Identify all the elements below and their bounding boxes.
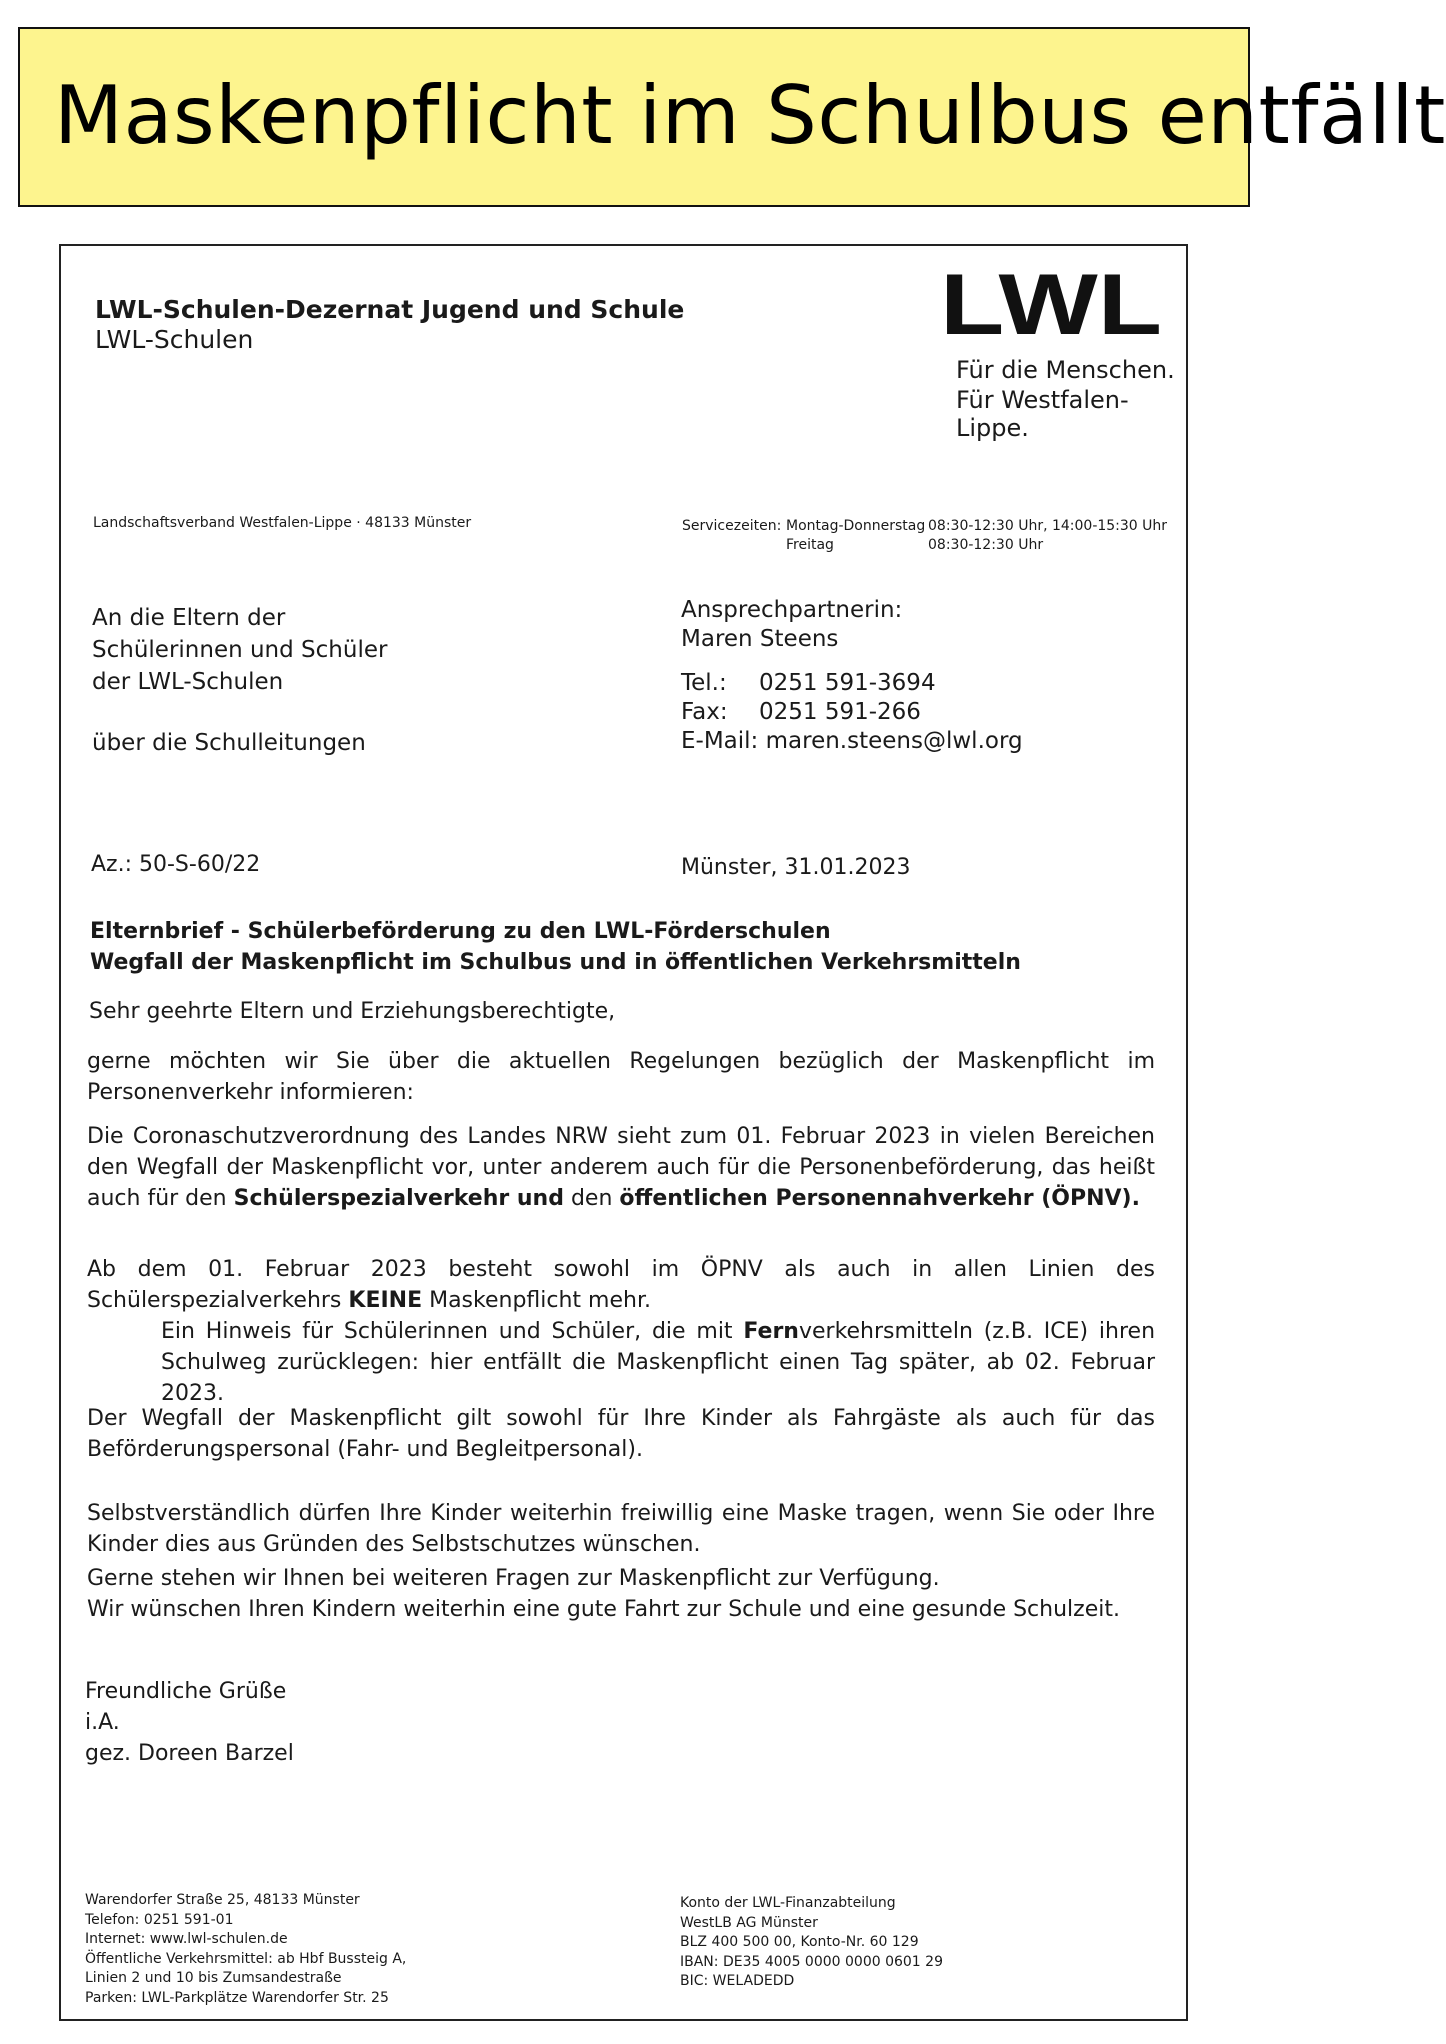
logo-mark-text: LWL [940,257,1162,353]
footer-line: WestLB AG Münster [680,1914,818,1931]
return-address: Landschaftsverband Westfalen-Lippe · 48133 Münster [93,515,472,531]
contact-block [681,596,1023,756]
logo-tagline-2: Für Westfalen-Lippe. [956,386,1129,442]
email-value: maren.steens@lwl.org [765,728,1023,754]
closing-line: i.A. [85,1710,120,1735]
paragraph-long-distance-note: Ein Hinweis für Schülerinnen und Schüler, die mit Fernverkehrsmitteln (z.B. ICE) ihren Schulweg zurücklegen: hier entfällt die Maskenpflicht einen Tag später, ab 02. Februar 2023. [161,1319,1156,1406]
title-banner [18,27,1446,207]
sender-title: LWL-Schulen-Dezernat Jugend und Schule [95,295,685,324]
recipient-address [92,602,387,759]
paragraph-intro: gerne möchten wir Sie über die aktuellen Regelungen bezüglich der Maskenpflicht im Personenverkehr informieren: [87,1049,1155,1105]
contact-name: Maren Steens [681,626,839,652]
contact-email-row [681,727,1023,756]
closing-line: Freundliche Grüße [85,1679,287,1704]
recipient-line: An die Eltern der [92,605,286,631]
paragraph-regulation: Die Coronaschutzverordnung des Landes NRW sieht zum 01. Februar 2023 in vielen Bereichen den Wegfall der Maskenpflicht vor, unter anderem auch für die Personenbeförderung, das heißt auch für den Schülerspezialverkehr und den öffentlichen Personennahverkehr (ÖPNV). [87,1124,1155,1211]
bold-public-transport: öffentlichen Personennahverkehr (ÖPNV). [619,1186,1140,1211]
paragraph-closing-wishes: Gerne stehen wir Ihnen bei weiteren Fragen zur Maskenpflicht zur Verfügung. Wir wünschen Ihren Kindern weiterhin eine gute Fahrt zur Schule und eine gesunde Schulzeit. [87,1566,1120,1622]
subject-line-1: Elternbrief - Schülerbeförderung zu den LWL-Förderschulen [90,919,831,944]
letter-date: Münster, 31.01.2023 [681,855,911,880]
footer-bank [680,1894,943,1992]
recipient-line: Schülerinnen und Schüler [92,637,388,663]
paragraph-voluntary: Selbstverständlich dürfen Ihre Kinder weiterhin freiwillig eine Maske tragen, wenn Sie oder Ihre Kinder dies aus Gründen des Selbstschutzes wünschen. [87,1501,1155,1557]
service-hours-label: Servicezeiten: [682,518,782,534]
page-title: Maskenpflicht im Schulbus entfällt [54,69,1446,162]
footer-line: BIC: WELADEDD [680,1973,795,1989]
footer-address [85,1891,406,2008]
service-day-2: Freitag [786,537,834,553]
footer-line: Parken: LWL-Parkplätze Warendorfer Str. 25 [85,1989,389,2006]
contact-tel-row [681,669,1023,698]
service-time-1: 08:30-12:30 Uhr, 14:00-15:30 Uhr [928,518,1168,534]
bold-fern: Fern [743,1319,799,1344]
contact-fax-row [681,698,1023,727]
closing-line: gez. Doreen Barzel [85,1741,294,1766]
footer-line: Linien 2 und 10 bis Zumsandestraße [85,1970,342,1986]
paragraph-staff: Der Wegfall der Maskenpflicht gilt sowohl für Ihre Kinder als Fahrgäste als auch für das Beförderungspersonal (Fahr- und Begleitpersonal). [87,1406,1155,1462]
service-day-1: Montag-Donnerstag [786,518,926,534]
email-label: E-Mail: [681,728,759,754]
subject [90,916,1021,978]
fax-label: Fax: [681,699,728,725]
recipient-line: über die Schulleitungen [92,730,366,756]
footer-line: IBAN: DE35 4005 0000 0000 0601 29 [680,1953,943,1970]
salutation: Sehr geehrte Eltern und Erziehungsberechtigte, [89,999,616,1024]
recipient-line: der LWL-Schulen [92,669,284,695]
footer-line: Konto der LWL-Finanzabteilung [680,1895,896,1911]
reference-number: Az.: 50-S-60/22 [91,852,261,877]
footer-line: Warendorfer Straße 25, 48133 Münster [85,1892,360,1908]
footer-line: Internet: www.lwl-schulen.de [85,1931,288,1947]
footer-line: BLZ 400 500 00, Konto-Nr. 60 129 [680,1934,919,1950]
letter-page [59,244,1188,2021]
bold-keine: KEINE [348,1288,423,1313]
logo-tagline-1: Für die Menschen. [956,356,1175,384]
contact-heading: Ansprechpartnerin: [681,597,903,623]
paragraph-no-mask: Ab dem 01. Februar 2023 besteht sowohl im ÖPNV als auch in allen Linien des Schülerspezialverkehrs KEINE Maskenpflicht mehr. [87,1257,1155,1313]
footer-line: Telefon: 0251 591-01 [85,1911,234,1928]
tel-value: 0251 591-3694 [759,670,936,696]
closing-signature [85,1676,294,1769]
tel-label: Tel.: [681,670,727,696]
sender-subtitle: LWL-Schulen [95,325,254,354]
service-time-2: 08:30-12:30 Uhr [928,537,1044,553]
fax-value: 0251 591-266 [759,699,921,725]
bold-school-transport: Schülerspezialverkehr und [233,1186,564,1211]
subject-line-2: Wegfall der Maskenpflicht im Schulbus und in öffentlichen Verkehrsmitteln [90,950,1021,975]
lwl-logo-mark [940,257,1162,353]
lwl-logo [940,257,1172,353]
footer-line: Öffentliche Verkehrsmittel: ab Hbf Bussteig A, [85,1950,407,1967]
